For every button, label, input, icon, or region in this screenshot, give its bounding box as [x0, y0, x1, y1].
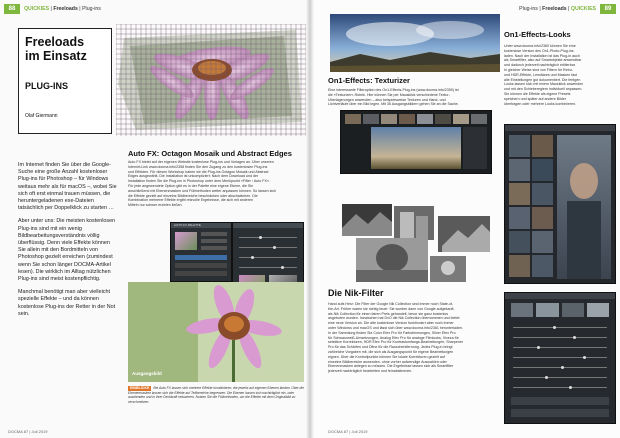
- text-line: jederzeit nachträglich bearbeiten und feinabstimmen.: [328, 369, 413, 374]
- page-gutter: [306, 0, 314, 438]
- on1-looks-screenshot: [504, 124, 616, 284]
- nik-photo-2: [394, 206, 434, 240]
- nik-preset-row: [511, 303, 609, 317]
- nik-text: [328, 302, 494, 374]
- text-line: anschließend mit Ebenenmasken und Füllmethoden weiter anpassen können. So lassen sich: [128, 188, 277, 193]
- text-line: Looks lassen sich mit einem Mausklick anwenden: [504, 82, 584, 87]
- header-title: Plug-ins: [519, 6, 538, 12]
- landscape-photo: [330, 14, 500, 72]
- article-title: [25, 35, 87, 63]
- text-line: unter Windows und macOS und lässt sich über www.docma.info/2361 herunterladen.: [328, 325, 464, 330]
- text-line: angeboten wurden. Inzwischen hat DxO die Nik Collection übernommen und bietet: [328, 316, 460, 321]
- text-line: die Effekte gezielt auf einzelne Bildbereiche beschränken oder abschwächen. Die: [128, 193, 258, 198]
- text-line: the-Art. Früher waren sie richtig teuer. Sie wurden dann von Google aufgekauft,: [328, 306, 455, 311]
- text-line: Unter www.docma.info/2360 können Sie eine: [504, 44, 576, 48]
- looks-preview-portrait: [557, 135, 611, 279]
- caption-text: Bei Auto FX lassen sich mehrere Effekte kombinieren, die jeweils auf eigenen Ebenen landen. Über die Ebenenmasken lassen sich die Effekte auf Teilbereiche begrenzen. Die Ebenen lassen sich nachträglich ein- oder ausblenden und in ihrer Deckkraft reduzieren. Nutzen Sie die Füllmethoden, um die Effekte mit dem Originalbild zu verschmelzen.: [128, 386, 304, 404]
- text-line: Lichtverläufe über ein Bild legen. Mit 36 Ausgangsbildern gehen Sie an die Sache.: [328, 102, 459, 107]
- text-line: speichern und später auf andere Bilder: [504, 96, 566, 101]
- slider: [239, 257, 297, 258]
- slider: [513, 377, 607, 378]
- nik-controls-screenshot: [504, 292, 616, 424]
- text-line: kostenlose Version des On1-Photo-Plug-ins: [504, 48, 574, 53]
- text-line: und dadurch jederzeit nachträglich editierbar.: [504, 63, 576, 68]
- image-label: Ausgangsbild: [132, 371, 162, 376]
- header-title: Freeloads: [53, 6, 78, 12]
- palette-title: AUTO FX PALETTE: [171, 223, 231, 228]
- text-line: einzelne Bildbereiche anwenden, ohne vorher aufwendige Auswahlen oder: [328, 359, 447, 364]
- figure-caption: [128, 386, 304, 404]
- text-line: Kombination mehrerer Effekte ergibt reizvolle Ergebnisse, die sich mit anderen: [128, 198, 253, 203]
- text-line: Ebenenmasken anlegen zu müssen. Die Ergebnisse lassen sich als Smartfilter: [328, 364, 454, 369]
- text-line: Pro für das Schärfen und Dfine für die Rauschentfernung. Jedes Plug-in bringt: [328, 345, 453, 350]
- title-box: [18, 28, 112, 134]
- settings-title: [233, 223, 303, 228]
- slider: [513, 367, 607, 368]
- text-line: alle Einstellungen gut dokumentiert. Die fertigen: [504, 77, 581, 82]
- header-section: QUICKIES: [24, 6, 50, 12]
- page-number: 88: [4, 4, 20, 14]
- slider: [513, 387, 607, 388]
- section-heading-looks: On1-Effects-Looks: [504, 30, 571, 39]
- text-line: als Nik Collection für einen fairen Preis gehandelt, bevor sie ganz kostenlos: [328, 311, 449, 316]
- palette-row: [201, 246, 227, 250]
- header-sub: Plug-ins: [82, 6, 101, 12]
- page-footer: DOCMA 87 | Juli 2019: [8, 429, 48, 434]
- text-line: In der Sammlung finden Sie Color Efex Pro für Farbstimmungen, Silver Efex Pro: [328, 330, 456, 335]
- palette-row: [175, 263, 227, 268]
- nik-photo-1: [342, 204, 392, 236]
- text-line: als Smartfilter, also auf Smartobjekte anwendbar: [504, 58, 582, 63]
- looks-text: [504, 44, 610, 106]
- slider: [513, 357, 607, 358]
- text-line: zahlreiche Vorgaben mit, die sich als Ausgangspunkt für eigene Bearbeitungen: [328, 349, 454, 354]
- slider: [513, 327, 607, 328]
- autofx-palette-screenshot: [170, 222, 232, 282]
- intro-paragraph: Im Internet finden Sie über die Google-Suche eine große Anzahl kostenloser Plug-ins für Photoshop – für Windows weitaus mehr als für macOS –, wobei Sie sich oft erst einmal trauen müssen, die heruntergeladenen exe-Dateien tatsächlich per Doppelklick zu starten …: [18, 162, 117, 212]
- text-line: die »Texturizer«-Rubrik. Hier können Sie per Mausklick verschiedene Textur-: [328, 92, 450, 97]
- autofx-text: [128, 160, 304, 208]
- page-header: Plug-ins | Freeloads | QUICKIES: [519, 6, 596, 12]
- slider: [239, 267, 297, 268]
- slider: [513, 347, 607, 348]
- slider: [239, 247, 297, 248]
- right-page: [310, 0, 620, 438]
- hero-mosaic-image: [116, 24, 306, 136]
- author-name: Olaf Giermann: [25, 113, 58, 119]
- nik-section-bar: [511, 397, 609, 405]
- texturizer-side-panel: [463, 127, 487, 169]
- text-line: Sie können die Effekte als eigene Presets: [504, 91, 571, 96]
- caption-badge: EINBLICKE: [130, 386, 150, 390]
- palette-row: [175, 271, 227, 276]
- title-line-1: Freeloads: [25, 35, 85, 49]
- palette-row-selected: [175, 255, 227, 260]
- flower-photo: [128, 282, 304, 382]
- text-line: laden. Nach der Installation ist das Plug-in auch: [504, 53, 580, 58]
- text-line: selektive Korrekturen, HDR Efex Pro für Kontrastumfangs-Bearbeitungen, Sharpener: [328, 340, 464, 345]
- text-line: und HDR-Effekte, Lensflares und Masken fast: [504, 72, 578, 77]
- text-line: Für jede angewendete Option gibt es in der Palette eine eigene Ebene, die Sie: [128, 183, 254, 188]
- on1-text: [328, 88, 486, 107]
- header-quickies: QUICKIES: [570, 6, 596, 12]
- intro-paragraph: Aber unter uns: Die meisten kostenlosen Plug-ins sind mit ein wenig Bildbearbeitungsverständnis völlig überflüssig. Denn viele Effekte können Sie allein mit den Bordmitteln von Photoshop gezielt erreichen (zumindest wenn Sie schon länger DOCMA-Artikel lesen). Die wirklich im Alltag nützlichen Plug-ins sind meist kostenpflichtig.: [18, 218, 116, 283]
- looks-tabbar: [505, 125, 615, 131]
- page-number: 89: [600, 4, 616, 14]
- nik-titlebar: [505, 293, 615, 299]
- section-heading-nik: Die Nik-Filter: [328, 288, 384, 298]
- text-line: und mit den Schiebereglern individuell anpassen.: [504, 87, 583, 92]
- nik-section-bar: [511, 409, 609, 417]
- nik-photo-5: [430, 256, 466, 282]
- text-line: eignen. Über die Kontrollpunkte können Sie lokale Korrekturen gezielt auf: [328, 354, 445, 359]
- text-line: Überlagerungen anwenden – also beispielsweise Texturen und Hand- und: [328, 97, 446, 102]
- text-line: Eine interessante Filteroption des On1-Effects-Plug-ins (www.docma.info/2359) ist: [328, 88, 459, 92]
- intro-paragraph: Manchmal benötigt man aber vielleicht spezielle Effekte – und da können kostenlose Plug-ins der Retter in der Not sein.: [18, 289, 116, 317]
- page-header: QUICKIES | Freeloads | Plug-ins: [24, 6, 101, 12]
- slider: [239, 237, 297, 238]
- text-line: Internet-Link www.docma.info/2358 finden Sie den Zugang zu den kostenlosen Plug-ins: [128, 164, 268, 169]
- text-line: Hand aufs Herz: Die Filter der Google Nik Collection sind immer noch State-of-: [328, 302, 454, 306]
- slider: [513, 337, 607, 338]
- nik-photo-3: [438, 216, 490, 252]
- palette-row: [201, 239, 227, 243]
- text-line: eine neue Version an. Die alte kostenlose Version funktioniert aber noch immer: [328, 321, 454, 326]
- intro-text: [18, 162, 118, 318]
- looks-thumb-grid: [509, 135, 553, 279]
- text-line: Edges ausgewählt. Die Installation ist unkompliziert: Nach dem Download und der: [128, 174, 259, 179]
- header-section: Freeloads: [542, 6, 567, 12]
- nik-photo-4: [356, 238, 428, 282]
- section-heading-on1: On1-Effects: Texturizer: [328, 76, 410, 85]
- on1-texturizer-screenshot: [340, 110, 492, 174]
- text-line: und Effekten. Für diesen Workshop haben wir die Plug-ins Octagon Mosaik und Abstract: [128, 169, 269, 174]
- text-line: In gleicher Weise sind von Filtern für Retro-: [504, 67, 574, 72]
- text-line: für Schwarzweiß-Umsetzungen, Analog Efex Pro für analoge Filmlooks, Viveza für: [328, 335, 459, 340]
- palette-row: [201, 232, 227, 236]
- title-line-2: im Einsatz: [25, 49, 87, 63]
- text-line: Auto FX bietet auf der eigenen Website kostenlose Plug-ins und Vorlagen an. Über unseren: [128, 160, 274, 164]
- palette-thumb: [175, 232, 197, 250]
- text-line: Mitteln nur schwer erzielen ließen.: [128, 203, 183, 208]
- article-subtitle: PLUG-INS: [25, 81, 69, 91]
- text-line: Installation finden Sie die Plug-ins in Photoshop unter dem Menüpunkt »Filter › Auto FX«.: [128, 179, 270, 184]
- section-heading-autofx: Auto FX: Octagon Mosaik und Abstract Edges: [128, 149, 292, 158]
- page-footer: DOCMA 87 | Juli 2019: [328, 429, 368, 434]
- text-line: übertragen oder mehrere Looks kombinieren.: [504, 101, 577, 106]
- texturizer-preview: [371, 127, 461, 169]
- texture-strip: [345, 114, 487, 124]
